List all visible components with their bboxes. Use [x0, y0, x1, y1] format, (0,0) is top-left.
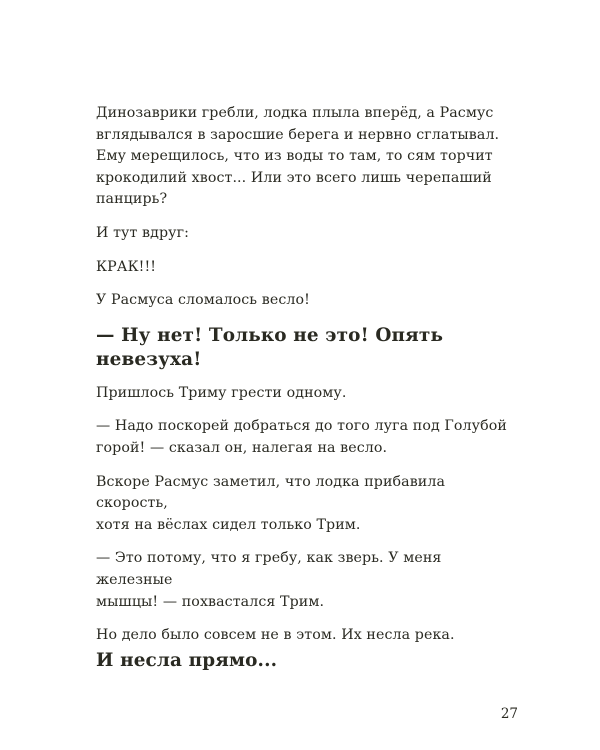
bold-exclamation: — Ну нет! Только не это! Опять невезуха! — [96, 324, 444, 370]
paragraph-4: У Расмуса сломалось весло! — [96, 292, 310, 309]
paragraph-7: — Надо поскорей добраться до того луга под Голубой горой! — сказал он, налегая на весло. — [96, 418, 507, 456]
paragraph-3: КРАК!!! — [96, 258, 157, 275]
paragraph-1: Динозаврики гребли, лодка плыла вперёд, а Расмус вглядывался в заросшие берега и нервно сглатывал. Ему мерещилось, что из воды то там, то сям торчит крокодилий хвост... Или это всего лишь черепаший панцирь? — [96, 105, 500, 208]
bold-closing-line: И несла прямо... — [96, 649, 278, 671]
paragraph-6: Пришлось Триму грести одному. — [96, 384, 347, 401]
page-number: 27 — [500, 706, 518, 722]
paragraph-10: Но дело было совсем не в этом. Их несла река. — [96, 627, 455, 644]
paragraph-8: Вскоре Расмус заметил, что лодка прибавила скорость, хотя на вёслах сидел только Трим. — [96, 473, 446, 533]
paragraph-9: — Это потому, что я гребу, как зверь. У меня железные мышцы! — похвастался Трим. — [96, 550, 442, 610]
page-text — [96, 103, 516, 684]
paragraph-2: И тут вдруг: — [96, 224, 190, 241]
